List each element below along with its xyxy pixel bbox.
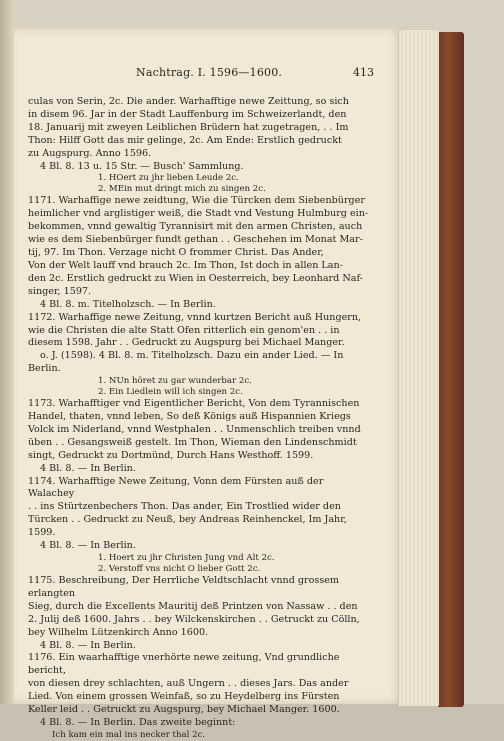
entry-1171-line: bekommen, vnnd gewaltig Tyrannisirt mit den armen Christen, auch — [28, 221, 363, 233]
verse-line: Ich kam ein mal ins necker thal 2c. — [52, 729, 206, 740]
entry-1176-line: Keller leid . . Getruckt zu Augspurg, bey Michael Manger. 1600. — [28, 704, 340, 716]
book-gutter — [0, 0, 14, 741]
verse-line: 2. Ein Liedlein will ich singen 2c. — [98, 387, 243, 398]
entry-1175-line: 1175. Beschreibung, Der Herrliche Veldtschlacht vnnd grossem erlangten — [28, 575, 340, 599]
entry-1174-line: Türcken . . Gedruckt zu Neuß, bey Andreas Reinhenckel, Im Jahr, — [28, 514, 347, 526]
entry-1173-line: Volck im Niderland, vnnd Westphalen . . Unmenschlich treiben vnnd — [28, 423, 361, 435]
entry-meta: 4 Bl. 8. m. Titelholzsch. — In Berlin. — [40, 298, 216, 310]
entry-1173-line: Handel, thaten, vnnd leben, So deß Königs auß Hispannien Kriegs — [28, 411, 351, 423]
entry-1171-line: tij, 97. Im Thon. Verzage nicht O frommer Christ. Das Ander, — [28, 247, 324, 259]
page-number: 413 — [353, 66, 374, 79]
verse-line: 2. Verstoff vns nicht O lieber Gott 2c. — [98, 564, 261, 574]
page-header — [40, 66, 374, 84]
entry-1172-line: Berlin. — [28, 363, 61, 375]
page-text — [28, 96, 370, 741]
entry-1174-line: 1174. Warhafftige Newe Zeitung, Vonn dem Fürsten auß der Walachey — [28, 475, 324, 500]
verse-line: 1. NUn höret zu gar wunderbar 2c. — [98, 376, 252, 387]
verse-line: 1. Hoert zu jhr Christen Jung vnd Alt 2c. — [98, 553, 275, 563]
entry-1174-line: 1599. — [28, 527, 56, 539]
entry-1175-line: 2. Julij deß 1600. Jahrs . . bey Wilckenskirchen . . Getruckt zu Cölln, — [28, 613, 360, 625]
running-title: Nachtrag. I. 1596—1600. — [136, 66, 283, 79]
entry-1173-line: üben . . Gesangsweiß gestelt. Im Thon, Wieman den Lindenschmidt — [28, 436, 357, 448]
text-line: zu Augspurg. Anno 1596. — [28, 147, 152, 159]
entry-1176-line: Lied. Von einem grossen Weinfaß, so zu Heydelberg ins Fürsten — [28, 691, 340, 703]
entry-meta: 4 Bl. 8. — In Berlin. — [40, 540, 136, 552]
entry-1175-line: Sieg, durch die Excellents Mauritij deß Printzen von Nassaw . . den — [28, 600, 358, 612]
text-line: Thon: Hilff Gott das mir gelinge, 2c. Am Ende: Erstlich gedruckt — [28, 134, 342, 146]
entry-1173-line: 1173. Warhafftiger vnd Eigentlicher Bericht, Von dem Tyrannischen — [28, 398, 360, 410]
book-cover-edge — [438, 32, 464, 707]
entry-1176-line: von diesen drey schlachten, auß Ungern . . dieses Jars. Das ander — [28, 678, 349, 690]
text-line: culas von Serin, 2c. Die ander. Warhafftige newe Zeittung, so sich — [28, 96, 349, 107]
entry-1171-line: singer, 1597. — [28, 285, 92, 297]
entry-1171-line: heimlicher vnd arglistiger weiß, die Stadt vnd Vestung Hulmburg ein- — [28, 208, 369, 220]
entry-meta: 4 Bl. 8. 13 u. 15 Str. — Busch' Sammlung. — [40, 160, 244, 172]
entry-1171-line: 1171. Warhaffige newe zeidtung, Wie die Türcken dem Siebenbürger — [28, 195, 365, 207]
entry-1172-line: o. J. (1598). 4 Bl. 8. m. Titelholzsch. Dazu ein ander Lied. — In — [40, 350, 344, 362]
entry-1173-line: singt, Gedruckt zu Dortmünd, Durch Hans Westhoff. 1599. — [28, 449, 314, 461]
entry-1176-line: 1176. Ein waarhafftige vnerhörte newe zeitung, Vnd grundliche bericht, — [28, 652, 340, 677]
entry-1171-line: wie es dem Siebenbürger fundt gethan . . Geschehen im Monat Mar- — [28, 234, 363, 246]
entry-meta: 4 Bl. 8. — In Berlin. — [40, 639, 136, 651]
entry-1171-line: den 2c. Erstlich gedruckt zu Wien in Oesterreich, bey Leonhard Naf- — [28, 272, 363, 284]
entry-1174-line: . . ins Stürtzenbechers Thon. Das ander, Ein Trostlied wider den — [28, 501, 341, 513]
text-line: 18. Januarij mit zweyen Leiblichen Brüdern hat zugetragen, . . Im — [28, 121, 349, 133]
verse-line: 2. MEin mut dringt mich zu singen 2c. — [98, 184, 266, 195]
entry-1172-line: diesem 1598. Jahr . . Gedruckt zu Augspurg bei Michael Manger. — [28, 337, 345, 349]
entry-1172-line: wie die Christen die alte Statt Ofen ritterlich ein genom'en . . in — [28, 324, 340, 336]
verse-line: 1. HOert zu jhr lieben Leude 2c. — [98, 173, 239, 184]
page-fore-edge — [398, 30, 439, 706]
text-line: in disem 96. Jar in der Stadt Lauffenburg im Schweizerlandt, den — [28, 108, 347, 120]
entry-1175-line: bey Wilhelm Lützenkirch Anno 1600. — [28, 626, 209, 638]
entry-meta: 4 Bl. 8. — In Berlin. Das zweite beginnt: — [40, 716, 236, 728]
entry-1172-line: 1172. Warhaffige newe Zeitung, vnnd kurtzen Bericht auß Hungern, — [28, 311, 362, 323]
entry-meta: 4 Bl. 8. — In Berlin. — [40, 462, 136, 474]
entry-1171-line: Von der Welt lauff vnd brauch 2c. Im Thon, Ist doch in allen Lan- — [28, 259, 343, 271]
